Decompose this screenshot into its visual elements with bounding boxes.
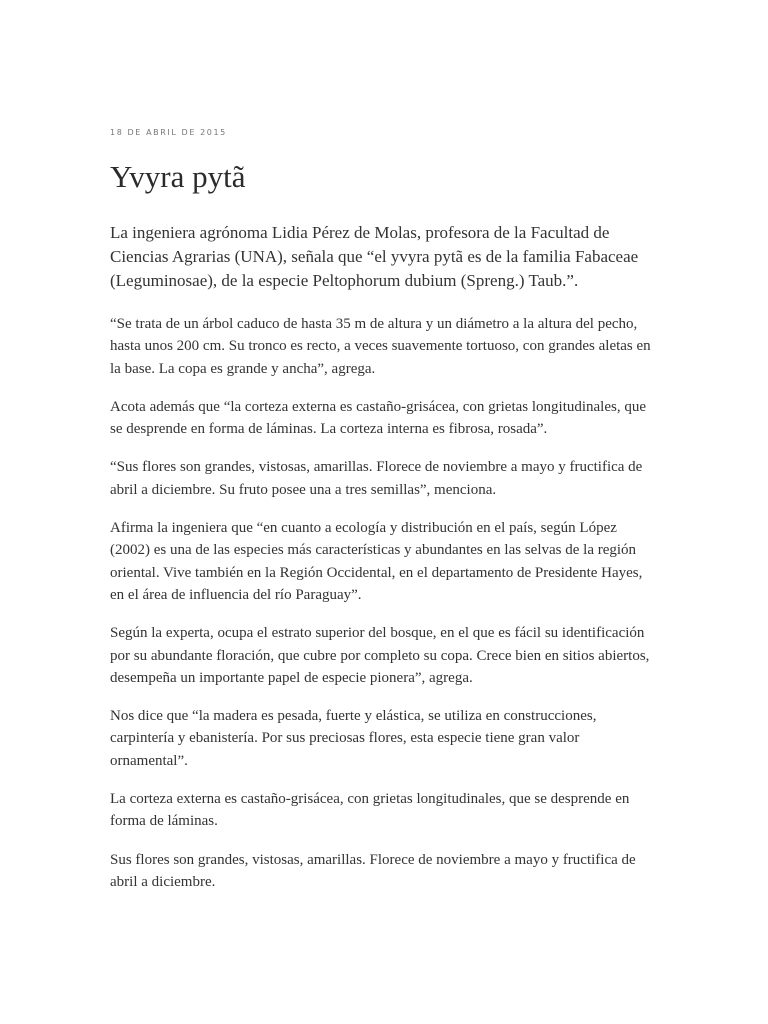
article: [110, 127, 658, 893]
article-paragraph: Afirma la ingeniera que “en cuanto a ecología y distribución en el país, según López (2002) es una de las especies más características y abundantes en las selvas de la región oriental. Vive también en la Región Occidental, en el departamento de Presidente Hayes, en el área de influencia del río Paraguay”.: [110, 520, 643, 603]
article-paragraph: Sus flores son grandes, vistosas, amarillas. Florece de noviembre a mayo y fructifica de abril a diciembre.: [110, 851, 636, 890]
article-paragraph: La corteza externa es castaño-grisácea, con grietas longitudinales, que se desprende en forma de láminas.: [110, 791, 630, 830]
article-date: 18 DE ABRIL DE 2015: [110, 128, 227, 137]
article-title: Yvyra pytã: [110, 159, 246, 194]
article-paragraph: Acota además que “la corteza externa es castaño-grisácea, con grietas longitudinales, que se desprende en forma de láminas. La corteza interna es fibrosa, rosada”.: [110, 398, 647, 438]
article-lead: La ingeniera agrónoma Lidia Pérez de Molas, profesora de la Facultad de Ciencias Agrarias (UNA), señala que “el yvyra pytã es de la familia Fabaceae (Leguminosae), de la especie Peltophorum dubium (Spreng.) Taub.”.: [110, 223, 639, 290]
article-paragraph: Según la experta, ocupa el estrato superior del bosque, en el que es fácil su identificación por su abundante floración, que cubre por completo su copa. Crece bien en sitios abiertos, desempeña un importante papel de especie pionera”, agrega.: [110, 625, 650, 686]
article-paragraph: “Sus flores son grandes, vistosas, amarillas. Florece de noviembre a mayo y fructifica de abril a diciembre. Su fruto posee una a tres semillas”, menciona.: [110, 459, 643, 498]
article-paragraph: Nos dice que “la madera es pesada, fuerte y elástica, se utiliza en construcciones, carpintería y ebanistería. Por sus preciosas flores, esta especie tiene gran valor ornamental”.: [110, 708, 597, 769]
article-paragraph: “Se trata de un árbol caduco de hasta 35 m de altura y un diámetro a la altura del pecho, hasta unos 200 cm. Su tronco es recto, a veces suavemente tortuoso, con grandes aletas en la base. La copa es grande y ancha”, agrega.: [110, 316, 651, 377]
